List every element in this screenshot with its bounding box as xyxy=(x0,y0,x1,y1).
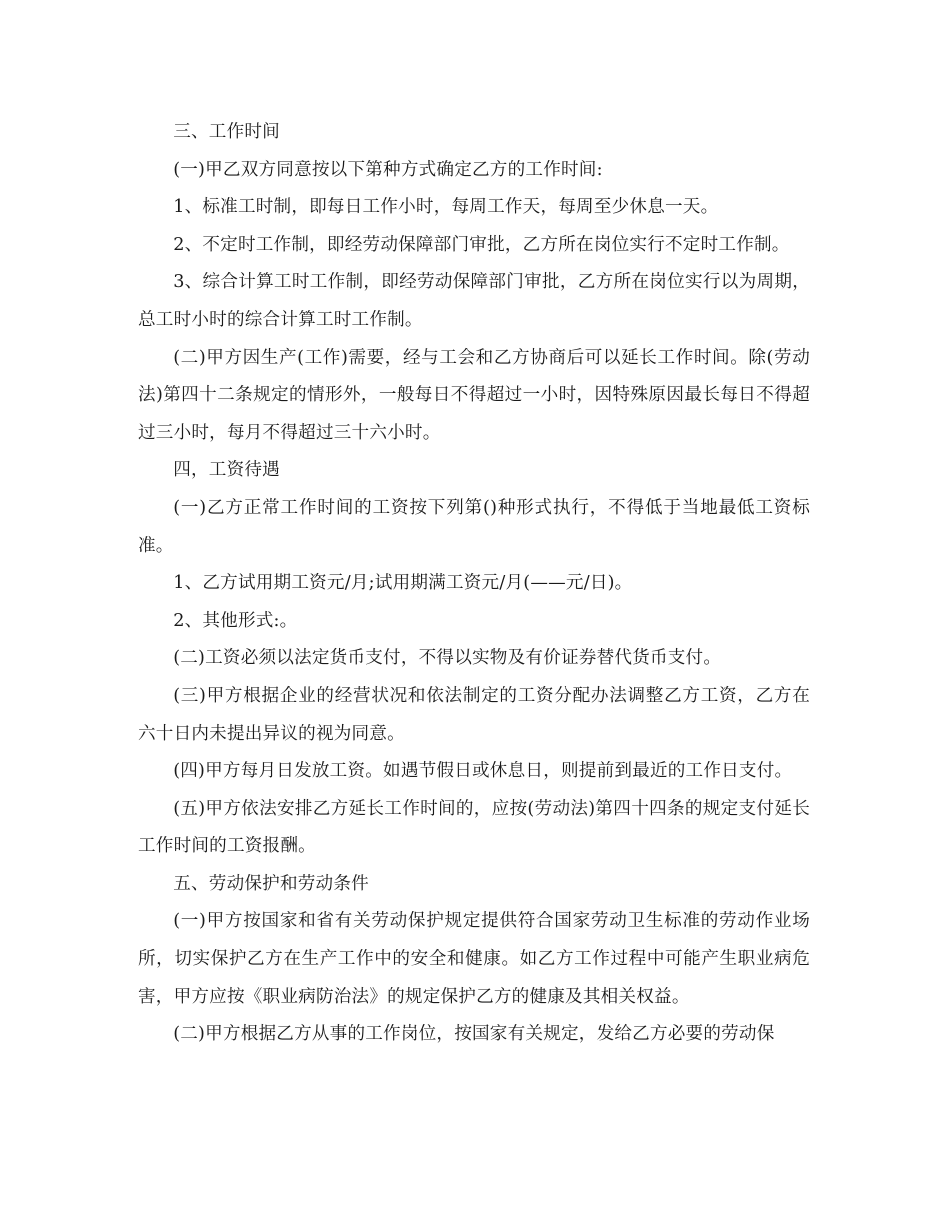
paragraph: (二)甲方根据乙方从事的工作岗位，按国家有关规定，发给乙方必要的劳动保 xyxy=(173,1024,775,1045)
paragraph: 1、标准工时制，即每日工作小时，每周工作天，每周至少休息一天。 xyxy=(173,197,719,218)
section-heading-labor-protection: 五、劳动保护和劳动条件 xyxy=(173,873,369,894)
section-heading-working-hours: 三、工作时间 xyxy=(173,122,280,142)
paragraph: 2、其他形式:。 xyxy=(173,610,298,631)
paragraph: (一)乙方正常工作时间的工资按下列第()种形式执行，不得低于当地最低工资标准。 xyxy=(138,497,810,556)
paragraph: (一)甲方按国家和省有关劳动保护规定提供符合国家劳动卫生标准的劳动作业场所，切实保护乙方在生产工作中的安全和健康。如乙方工作过程中可能产生职业病危害，甲方应按《职业病防治法》的规定保护乙方的健康及其相关权益。 xyxy=(138,911,810,1007)
section-heading-wages: 四，工资待遇 xyxy=(173,460,280,481)
paragraph: 3、综合计算工时工作制，即经劳动保障部门审批，乙方所在岗位实行以为周期，总工时小时的综合计算工时工作制。 xyxy=(138,272,810,330)
paragraph: 1、乙方试用期工资元/月;试用期满工资元/月(——元/日)。 xyxy=(173,573,633,594)
paragraph: (一)甲乙双方同意按以下第种方式确定乙方的工作时间: xyxy=(173,159,603,180)
paragraph: (三)甲方根据企业的经营状况和依法制定的工资分配办法调整乙方工资，乙方在六十日内未提出异议的视为同意。 xyxy=(138,685,810,744)
paragraph: (二)工资必须以法定货币支付，不得以实物及有价证券替代货币支付。 xyxy=(173,648,722,669)
paragraph: (二)甲方因生产(工作)需要，经与工会和乙方协商后可以延长工作时间。除(劳动法)第四十二条规定的情形外，一般每日不得超过一小时，因特殊原因最长每日不得超过三小时，每月不得超过三十六小时。 xyxy=(138,347,810,443)
paragraph: (四)甲方每月日发放工资。如遇节假日或休息日，则提前到最近的工作日支付。 xyxy=(173,761,793,782)
paragraph: 2、不定时工作制，即经劳动保障部门审批，乙方所在岗位实行不定时工作制。 xyxy=(173,234,790,255)
paragraph: (五)甲方依法安排乙方延长工作时间的，应按(劳动法)第四十四条的规定支付延长工作时间的工资报酬。 xyxy=(138,798,810,857)
document-body xyxy=(138,114,810,1054)
